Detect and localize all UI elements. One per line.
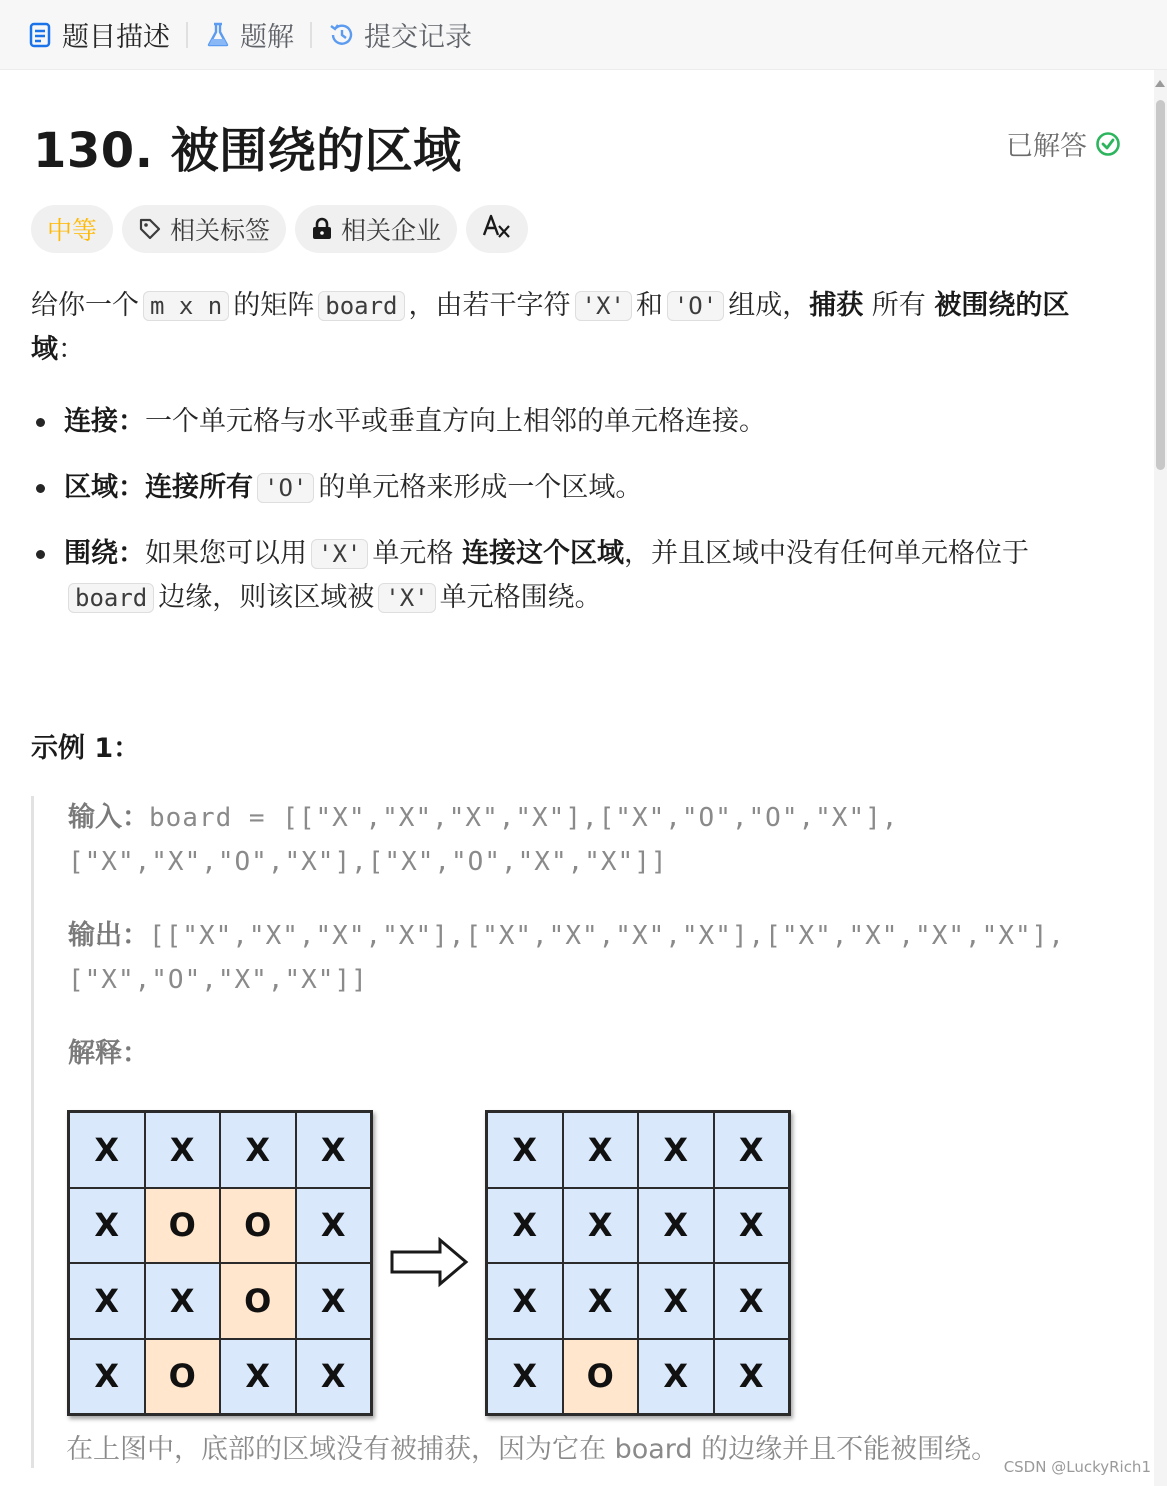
board-cell: X <box>638 1263 714 1339</box>
related-companies-button[interactable] <box>295 205 457 253</box>
inline-code: board <box>318 291 404 321</box>
scroll-up-icon[interactable] <box>1155 80 1165 87</box>
difficulty-badge: 中等 <box>31 205 113 253</box>
bullet-text: 单元格围绕。 <box>439 582 602 613</box>
bullet-text: ，并且区域中没有任何单元格位于 <box>623 538 1029 569</box>
related-companies-label: 相关企业 <box>341 216 442 245</box>
bullet-text: 的单元格来形成一个区域。 <box>318 472 643 503</box>
tab-bar <box>0 0 1167 70</box>
desc-bold: 捕获 <box>809 290 864 321</box>
board-cell: X <box>296 1188 372 1264</box>
desc-bold: 被围绕的区域 <box>31 290 1070 365</box>
board-cell: X <box>220 1339 296 1415</box>
board-cell: X <box>296 1112 372 1188</box>
board-cell: X <box>714 1339 790 1415</box>
board-cell: X <box>714 1188 790 1264</box>
output-label: 输出： <box>68 920 149 951</box>
desc-text: 和 <box>635 290 663 321</box>
example-input <box>68 796 1121 840</box>
board-cell: X <box>487 1112 563 1188</box>
tab-divider <box>310 22 312 48</box>
board-cell: X <box>487 1263 563 1339</box>
tab-submissions[interactable] <box>328 0 472 70</box>
board-cell: X <box>714 1112 790 1188</box>
board-cell: X <box>69 1339 145 1415</box>
board-cell: X <box>638 1188 714 1264</box>
arrow-right-icon <box>390 1236 470 1288</box>
solved-status-label: 已解答 <box>1006 131 1087 162</box>
board-cell: X <box>487 1188 563 1264</box>
example-caption: 在上图中，底部的区域没有被捕获，因为它在 board 的边缘并且不能被围绕。 <box>66 1434 999 1465</box>
board-cell: X <box>145 1112 221 1188</box>
output-value-cont: ["X","O","X","X"]] <box>68 965 368 995</box>
board-after <box>485 1110 791 1416</box>
bullet-bold: 连接所有 <box>145 472 253 503</box>
check-circle-icon <box>1095 131 1121 157</box>
board-cell: X <box>220 1112 296 1188</box>
tab-solutions[interactable] <box>204 0 294 70</box>
input-label: 输入： <box>68 802 149 833</box>
inline-code: m x n <box>143 291 229 321</box>
list-item <box>36 532 1076 620</box>
tag-row <box>31 205 528 253</box>
list-item <box>36 466 1076 510</box>
board-before <box>67 1110 373 1416</box>
desc-text: 所有 <box>863 290 935 321</box>
bullet-text: 边缘，则该区域被 <box>158 582 375 613</box>
tab-description[interactable] <box>26 0 170 70</box>
desc-text: ： <box>58 334 85 365</box>
board-cell: X <box>638 1339 714 1415</box>
related-tags-label: 相关标签 <box>170 216 271 245</box>
tab-divider <box>186 22 188 48</box>
tag-icon <box>138 217 162 241</box>
output-value: [["X","X","X","X"],["X","X","X","X"],["X","X","X","X"], <box>149 921 1065 951</box>
board-cell: X <box>69 1188 145 1264</box>
desc-text: 组成， <box>728 290 810 321</box>
document-icon <box>26 21 54 49</box>
inline-code: 'X' <box>378 583 435 613</box>
board-cell: X <box>487 1339 563 1415</box>
inline-code: 'O' <box>257 473 314 503</box>
flask-icon <box>204 21 232 49</box>
board-cell: X <box>69 1263 145 1339</box>
board-cell: X <box>145 1263 221 1339</box>
inline-code: 'O' <box>667 291 724 321</box>
input-value: board = [["X","X","X","X"],["X","O","O","X"], <box>149 803 899 833</box>
list-item <box>36 400 1076 444</box>
board-cell: O <box>220 1263 296 1339</box>
board-cell: X <box>563 1112 639 1188</box>
scrollbar-thumb[interactable] <box>1156 100 1165 470</box>
explain-label: 解释： <box>68 1038 149 1069</box>
history-icon <box>328 21 356 49</box>
inline-code: board <box>68 583 154 613</box>
example-output <box>68 914 1121 958</box>
solved-status <box>1006 124 1121 163</box>
board-cell: O <box>220 1188 296 1264</box>
input-value-cont: ["X","X","O","X"],["X","O","X","X"]] <box>68 847 668 877</box>
desc-text: 给你一个 <box>31 290 139 321</box>
tab-submissions-label: 提交记录 <box>364 22 472 53</box>
desc-text: 的矩阵 <box>233 290 315 321</box>
translate-button[interactable] <box>466 205 528 253</box>
tab-description-label: 题目描述 <box>62 22 170 53</box>
example-title: 示例 1： <box>31 733 141 764</box>
bullet-label: 围绕： <box>64 538 145 569</box>
board-cell: X <box>296 1263 372 1339</box>
bullet-label: 连接： <box>64 406 145 437</box>
translate-icon <box>482 213 512 245</box>
board-cell: X <box>714 1263 790 1339</box>
definition-list <box>36 400 1076 642</box>
bullet-label: 区域： <box>64 472 145 503</box>
board-cell: O <box>145 1339 221 1415</box>
bullet-text: 单元格 <box>372 538 462 569</box>
bullet-text: 一个单元格与水平或垂直方向上相邻的单元格连接。 <box>145 406 766 437</box>
inline-code: 'X' <box>575 291 632 321</box>
problem-description <box>31 284 1121 372</box>
problem-title[interactable]: 130. 被围绕的区域 <box>33 123 462 179</box>
board-cell: X <box>563 1263 639 1339</box>
watermark: CSDN @LuckyRich1 <box>1003 1458 1151 1476</box>
desc-text: ，由若干字符 <box>408 290 571 321</box>
tab-solutions-label: 题解 <box>240 22 294 53</box>
board-cell: O <box>145 1188 221 1264</box>
related-tags-button[interactable] <box>122 205 286 253</box>
board-cell: X <box>638 1112 714 1188</box>
bullet-text: 如果您可以用 <box>145 538 307 569</box>
lock-icon <box>311 217 333 241</box>
board-cell: O <box>563 1339 639 1415</box>
board-cell: X <box>296 1339 372 1415</box>
bullet-bold: 连接这个区域 <box>461 538 624 569</box>
inline-code: 'X' <box>311 539 368 569</box>
board-cell: X <box>69 1112 145 1188</box>
board-cell: X <box>563 1188 639 1264</box>
